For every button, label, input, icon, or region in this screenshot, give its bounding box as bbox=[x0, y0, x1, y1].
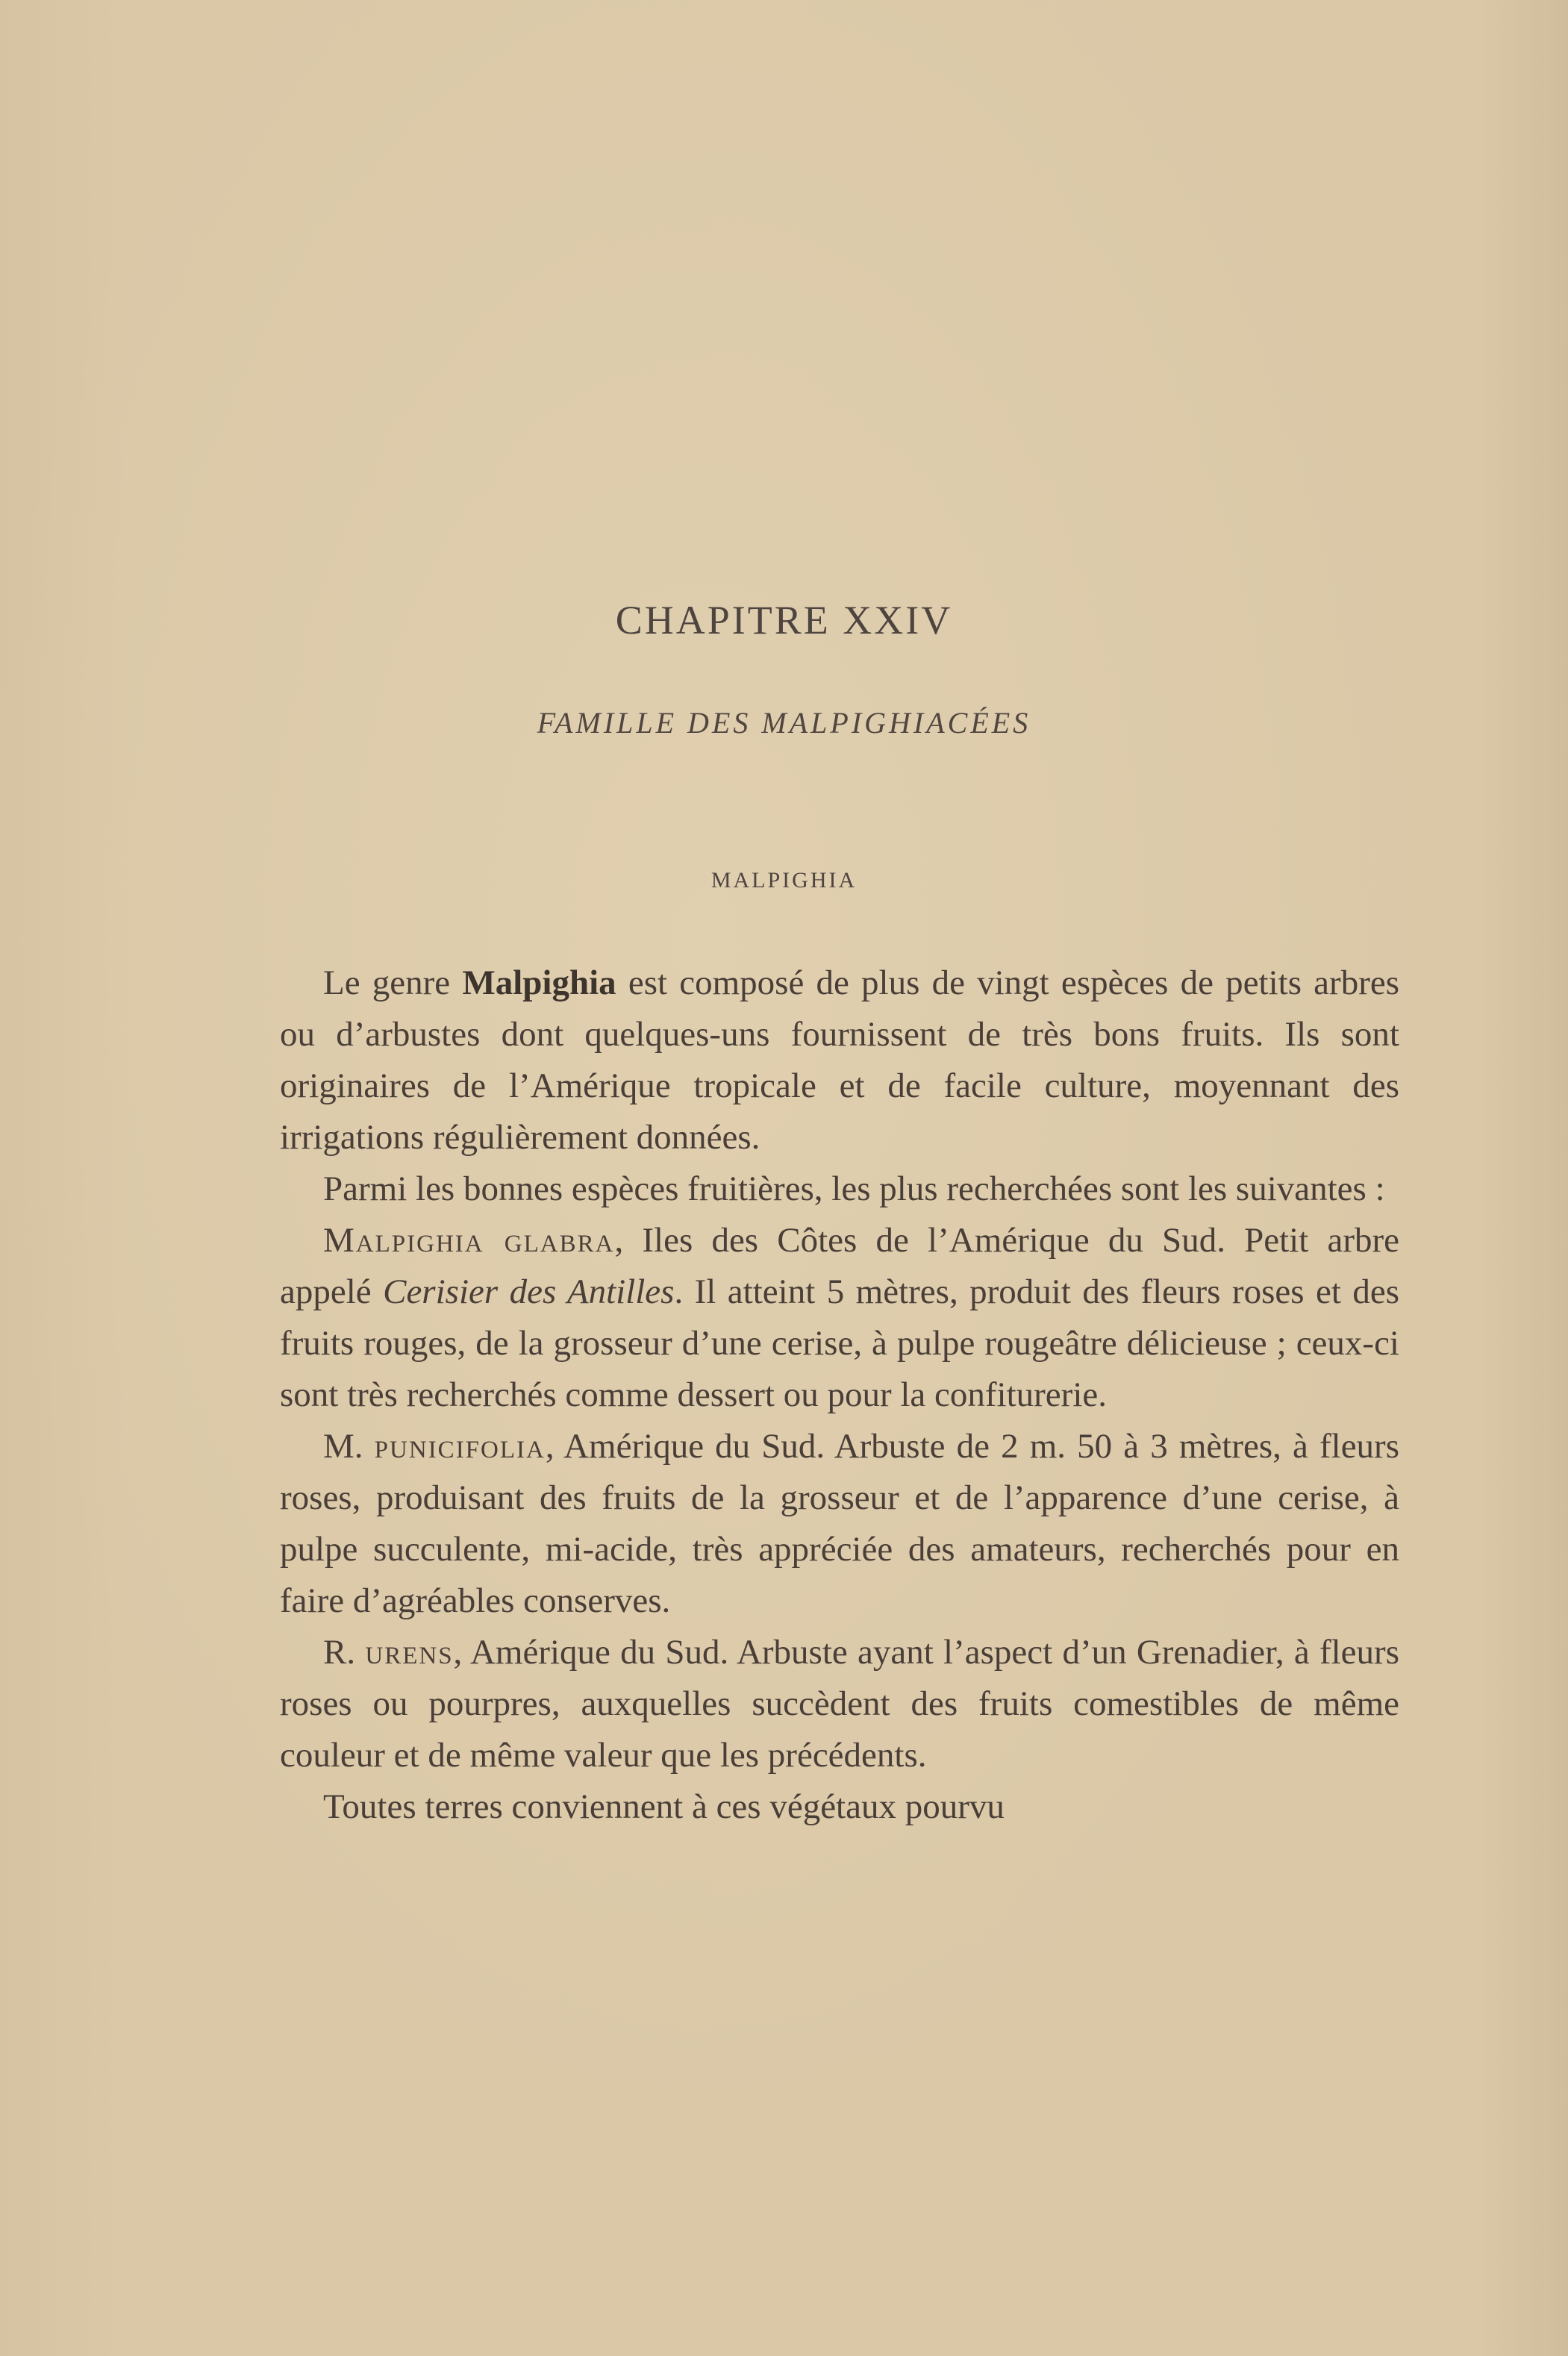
family-title: FAMILLE DES MALPIGHIACÉES bbox=[537, 706, 1031, 740]
body-text bbox=[280, 957, 1399, 1833]
chapter-title: CHAPITRE XXIV bbox=[615, 598, 953, 643]
genus-abbrev: R. bbox=[323, 1633, 366, 1672]
species-name: urens bbox=[365, 1633, 454, 1672]
genus-name: Malpighia bbox=[462, 963, 616, 1002]
paragraph-malpighia-glabra bbox=[280, 1215, 1399, 1421]
common-name: Cerisier des Antilles bbox=[383, 1272, 675, 1311]
paragraph-species-intro bbox=[280, 1163, 1399, 1215]
section-title: MALPIGHIA bbox=[710, 868, 858, 893]
species-name: punicifolia bbox=[374, 1427, 546, 1466]
paragraph-text: . Il atteint 5 mètres, produit des fleurs roses et des fruits rouges, de la grosseur d’une cerise, à pulpe rougeâtre délicieuse ; ceux-ci sont très recherchés comme dessert ou pour la confiturerie. bbox=[280, 1272, 1399, 1414]
paragraph-text: , Iles des Côtes de l’Amérique du Sud. Petit arbre appelé bbox=[280, 1221, 1399, 1311]
paragraph-soil bbox=[280, 1781, 1399, 1833]
paragraph-urens bbox=[280, 1627, 1399, 1781]
paragraph-text: Parmi les bonnes espèces fruitières, les plus recherchées sont les suivantes : bbox=[323, 1169, 1385, 1208]
genus-abbrev: M. bbox=[323, 1427, 375, 1466]
paragraph-text: , Amérique du Sud. Arbuste de 2 m. 50 à 3 mètres, à fleurs roses, produisant des fruits de la grosseur et de l’apparence d’une cerise, à pulpe succulente, mi-acide, très appréciée des amateurs, recherchés pour en faire d’agréables conserves. bbox=[280, 1427, 1400, 1620]
paragraph-punicifolia bbox=[280, 1421, 1399, 1627]
paragraph-text: Toutes terres conviennent à ces végétaux pourvu bbox=[323, 1787, 1005, 1826]
paragraph-text: est composé de plus de vingt espèces de petits arbres ou d’arbustes dont quelques-uns fournissent de très bons fruits. Ils sont originaires de l’Amérique tropicale et de facile culture, moyennant des irrigations régulièrement données. bbox=[280, 963, 1399, 1157]
paragraph-text: , Amérique du Sud. Arbuste ayant l’aspect d’un Grenadier, à fleurs roses ou pourpres, auxquelles succèdent des fruits comestibles de même couleur et de même valeur que les précédents. bbox=[280, 1633, 1399, 1775]
species-name: Malpighia glabra bbox=[323, 1221, 615, 1260]
paragraph-genus-intro bbox=[280, 957, 1399, 1163]
paragraph-text: Le genre bbox=[323, 963, 463, 1002]
